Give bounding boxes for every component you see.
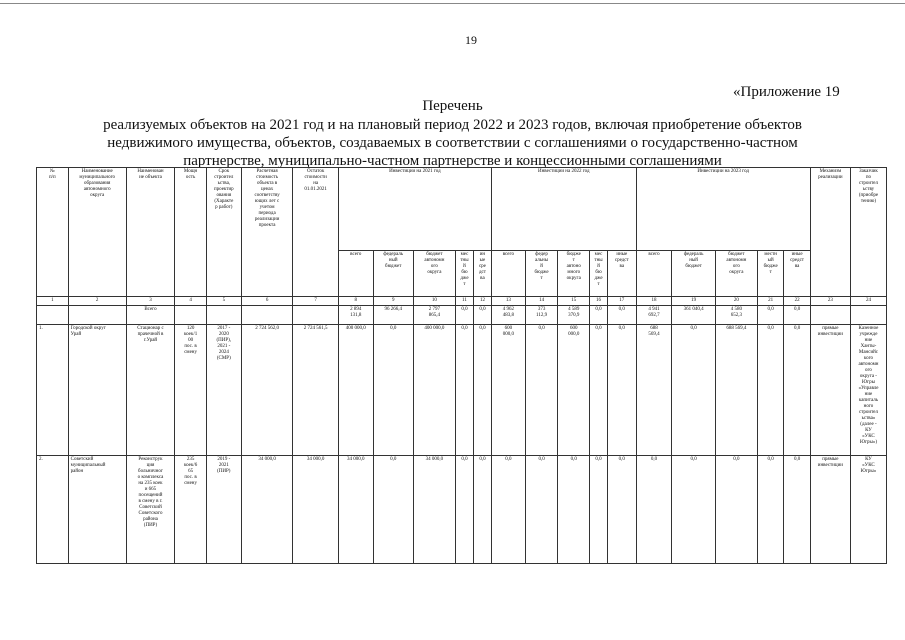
row-mechanism: прямые инвестиции	[810, 456, 850, 564]
header-inv-2021: Инвестиции на 2021 год	[338, 168, 491, 251]
row-value: 688 569,4	[715, 325, 757, 456]
row-value: 0,0	[558, 456, 590, 564]
col-number: 23	[810, 297, 850, 306]
col-number: 19	[672, 297, 715, 306]
row-value: 0,0	[672, 456, 715, 564]
row-value: 688 569,4	[636, 325, 672, 456]
scan-top-edge	[0, 3, 905, 4]
sub-2021-okrug: бюджет автономн ого округа	[413, 251, 455, 297]
col-number: 9	[373, 297, 413, 306]
row-customer: КУ «УКС Югры»	[850, 456, 886, 564]
header-est-cost: Расчетная стоимость объекта в ценах соответству ющих лет с учетом периода реализации проекта	[241, 168, 293, 297]
total-empty	[293, 306, 338, 325]
total-row	[37, 306, 887, 325]
table-row	[37, 456, 887, 564]
row-value: 0,0	[672, 325, 715, 456]
row-value: 0,0	[608, 325, 637, 456]
col-number: 14	[525, 297, 558, 306]
row-term: 2017 - 2020 (ПИР), 2021 - 2024 (СМР)	[206, 325, 241, 456]
col-number: 17	[608, 297, 637, 306]
sub-2022-other: иные средст ва	[608, 251, 637, 297]
row-value: 0,0	[757, 325, 783, 456]
row-value: 0,0	[373, 325, 413, 456]
sub-2022-total: всего	[491, 251, 525, 297]
total-value: 2 797 865,4	[413, 306, 455, 325]
total-value: 373 112,9	[525, 306, 558, 325]
total-empty	[206, 306, 241, 325]
row-value: 600 000,0	[491, 325, 525, 456]
row-value: 0,0	[636, 456, 672, 564]
sub-2022-federal: федер альны й бюдже т	[525, 251, 558, 297]
sub-2023-other: иные средст ва	[784, 251, 810, 297]
row-capacity: 235 коек/6 65 пос. в смену	[175, 456, 207, 564]
row-remaining: 34 000,0	[293, 456, 338, 564]
row-num: 2.	[37, 456, 69, 564]
row-value: 0,0	[590, 325, 608, 456]
sub-2023-total: всего	[636, 251, 672, 297]
header-inv-2023: Инвестиции на 2023 год	[636, 168, 810, 251]
col-number: 5	[206, 297, 241, 306]
total-value: 2 894 131,8	[338, 306, 373, 325]
sub-2023-federal: федераль ный бюджет	[672, 251, 715, 297]
sub-2021-local: мес тны й бю дже т	[456, 251, 474, 297]
sub-2022-okrug: бюдже т автоно много округа	[558, 251, 590, 297]
row-remaining: 2 724 561,5	[293, 325, 338, 456]
row-municipality: Советский муниципальный район	[68, 456, 126, 564]
row-object: Стационар с прачечной в г.Урай	[126, 325, 175, 456]
title-line-1: Перечень	[422, 98, 483, 114]
header-object: Наименован ие объекта	[126, 168, 175, 297]
col-number: 11	[456, 297, 474, 306]
col-number: 7	[293, 297, 338, 306]
col-number: 8	[338, 297, 373, 306]
page-number: 19	[465, 33, 477, 47]
total-value: 0,0	[590, 306, 608, 325]
row-value: 34 000,0	[413, 456, 455, 564]
row-est-cost: 34 000,0	[241, 456, 293, 564]
col-number: 20	[715, 297, 757, 306]
row-value: 0,0	[491, 456, 525, 564]
total-value: 4 589 370,9	[558, 306, 590, 325]
header-capacity: Мощн ость	[175, 168, 207, 297]
total-empty	[241, 306, 293, 325]
column-number-row	[37, 297, 887, 306]
col-number: 16	[590, 297, 608, 306]
header-row	[37, 168, 887, 251]
objects-table	[36, 167, 887, 564]
sub-2021-federal: федераль ный бюджет	[373, 251, 413, 297]
row-mechanism: прямые инвестиции	[810, 325, 850, 456]
row-value: 0,0	[608, 456, 637, 564]
row-value: 0,0	[456, 456, 474, 564]
total-value: 0,0	[757, 306, 783, 325]
sub-2021-other: ин ые сре дст ва	[473, 251, 491, 297]
row-value: 400 000,0	[413, 325, 455, 456]
row-object: Реконструк ция больничног о комплекса на 235 коек и 665 посещений в смену в г. Советский Советского района (ПИР)	[126, 456, 175, 564]
row-value: 0,0	[473, 325, 491, 456]
title-line-3: недвижимого имущества, объектов, создаваемых в соответствии с соглашениями о государственно-частном	[107, 135, 798, 151]
header-municipality: Наименование муниципального образования автономного округа	[68, 168, 126, 297]
sub-2022-local: мес тны й бю дже т	[590, 251, 608, 297]
header-num: № п/п	[37, 168, 69, 297]
row-value: 0,0	[373, 456, 413, 564]
header-mechanism: Механизм реализации	[810, 168, 850, 297]
row-term: 2019 - 2021 (ПИР)	[206, 456, 241, 564]
col-number: 3	[126, 297, 175, 306]
total-value: 361 040,4	[672, 306, 715, 325]
sub-2023-okrug: бюджет автономн ого округа	[715, 251, 757, 297]
total-value: 4 962 483,8	[491, 306, 525, 325]
row-value: 0,0	[590, 456, 608, 564]
total-value: 0,0	[608, 306, 637, 325]
col-number: 21	[757, 297, 783, 306]
row-value: 0,0	[456, 325, 474, 456]
row-value: 0,0	[757, 456, 783, 564]
col-number: 22	[784, 297, 810, 306]
row-value: 0,0	[784, 325, 810, 456]
col-number: 13	[491, 297, 525, 306]
row-value: 0,0	[525, 456, 558, 564]
row-value: 0,0	[525, 325, 558, 456]
row-customer: Казенное учрежде ние Ханты- Мансийс кого автономн ого округа - Югры «Управле ние капиталь ного строител ьства» (далее - КУ «УКС Югры»)	[850, 325, 886, 456]
col-number: 15	[558, 297, 590, 306]
col-number: 1	[37, 297, 69, 306]
sub-2023-local: местн ый бюдже т	[757, 251, 783, 297]
total-empty	[850, 306, 886, 325]
total-value: 4 580 652,3	[715, 306, 757, 325]
row-value: 0,0	[715, 456, 757, 564]
row-capacity: 120 коек/1 00 пос. в смену	[175, 325, 207, 456]
header-remaining: Остаток стоимости на 01.01.2021	[293, 168, 338, 297]
col-number: 12	[473, 297, 491, 306]
col-number: 10	[413, 297, 455, 306]
total-empty	[810, 306, 850, 325]
total-value: 0,0	[456, 306, 474, 325]
total-value: 0,0	[784, 306, 810, 325]
sub-2021-total: всего	[338, 251, 373, 297]
title-line-4: партнерстве, муниципально-частном партнерстве и концессионными соглашениями	[183, 153, 722, 169]
appendix-label: «Приложение 19	[733, 84, 840, 100]
total-value: 0,0	[473, 306, 491, 325]
total-label: Всего	[126, 306, 175, 325]
col-number: 2	[68, 297, 126, 306]
total-value: 4 941 692,7	[636, 306, 672, 325]
row-value: 0,0	[784, 456, 810, 564]
col-number: 6	[241, 297, 293, 306]
row-value: 400 000,0	[338, 325, 373, 456]
total-empty	[175, 306, 207, 325]
row-municipality: Городской округ Урай	[68, 325, 126, 456]
title-line-2: реализуемых объектов на 2021 год и на плановый период 2022 и 2023 годов, включая приобретение объектов	[103, 117, 802, 133]
row-value: 600 000,0	[558, 325, 590, 456]
total-empty	[37, 306, 69, 325]
col-number: 18	[636, 297, 672, 306]
header-inv-2022: Инвестиции на 2022 год	[491, 168, 636, 251]
row-est-cost: 2 724 562,0	[241, 325, 293, 456]
table-row	[37, 325, 887, 456]
col-number: 4	[175, 297, 207, 306]
col-number: 24	[850, 297, 886, 306]
header-term: Срок строител ьства, проектир ования (Характе р работ)	[206, 168, 241, 297]
row-value: 34 000,0	[338, 456, 373, 564]
total-value: 96 266,4	[373, 306, 413, 325]
header-customer: Заказчик по строител ьству (приобре тению)	[850, 168, 886, 297]
row-value: 0,0	[473, 456, 491, 564]
row-num: 1.	[37, 325, 69, 456]
total-empty	[68, 306, 126, 325]
